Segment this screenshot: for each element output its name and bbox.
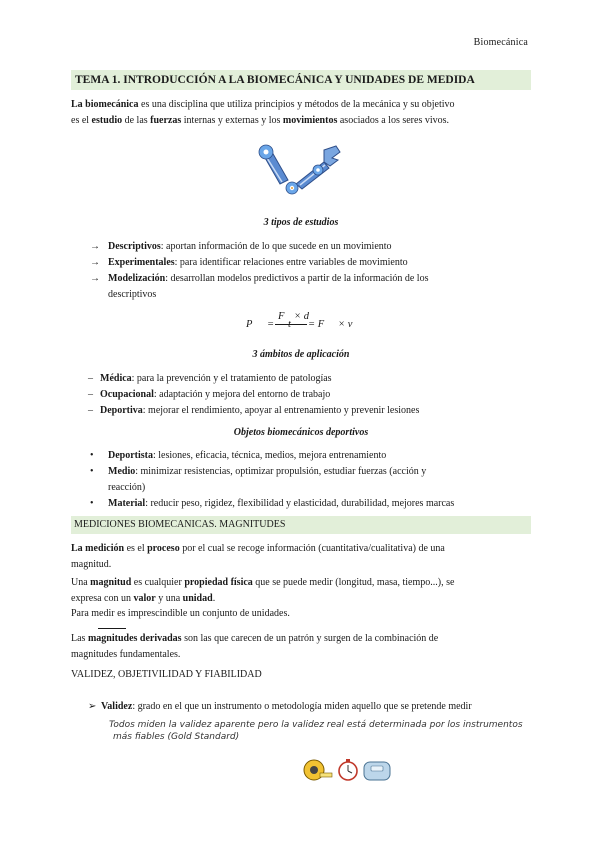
fraction-bar [275,324,307,325]
list-item: → Modelización: desarrollan modelos predictivos a partir de la información de los [90,273,429,284]
measurement-instruments-illustration [302,756,394,784]
robotic-arm-illustration [252,138,348,200]
ambitos-heading: 3 ámbitos de aplicación [252,349,350,360]
stopwatch-icon [339,759,357,780]
list-item: → Experimentales: para identificar relaciones entre variables de movimiento [90,257,408,268]
objetos-list [90,448,540,512]
list-item-continuation: reacción) [108,482,146,493]
divider [98,628,126,629]
validez-heading: VALIDEZ, OBJETIVILIDAD Y FIABILIDAD [71,669,262,680]
list-item: → Descriptivos: aportan información de lo que sucede en un movimiento [90,241,392,252]
estudios-list [90,239,540,303]
objetos-heading: Objetos biomecánicos deportivos [233,427,369,438]
list-item-continuation: descriptivos [108,289,157,300]
list-item: • Material: reducir peso, rigidez, flexibilidad y elasticidad, durabilidad, mejores marcas [90,498,455,509]
ambitos-list [88,371,538,419]
validez-note: Todos miden la validez aparente pero la validez real está determinada por los instrumentos más fiables (Gold Standard) [109,720,523,742]
tape-measure-icon [304,760,332,780]
running-header: Biomecánica [473,37,528,48]
term-biomecanica: La biomecánica [71,99,139,110]
list-item: – Deportiva: mejorar el rendimiento, apoyar al entrenamiento y prevenir lesiones [88,405,420,416]
magnitudes-derivadas: Las magnitudes derivadas son las que carecen de un patrón y surgen de la combinación de magnitudes fundamentales. [71,633,439,660]
mediciones-body: La medición es el proceso por el cual se recoge información (cuantitativa/cualitativa) de una magnitud. Una magnitud es cualquier propiedad física que se puede medir (longitud, masa, tiempo...), se expresa con un valor y una unidad. Para medir es imprescindible un conjunto de unidades. [71,543,455,619]
list-item: – Ocupacional: adaptación y mejora del entorno de trabajo [88,389,331,400]
mediciones-heading: MEDICIONES BIOMECANICAS. MAGNITUDES [71,516,531,534]
page-title: TEMA 1. INTRODUCCIÓN A LA BIOMECÁNICA Y UNIDADES DE MEDIDA [71,70,531,90]
intro-paragraph: La biomecánica es una disciplina que utiliza principios y métodos de la mecánica y su objetivo es el estudio de las fuerzas internas y externas y los movimientos asociados a los seres vivos. [71,99,455,126]
scale-icon [364,762,390,780]
list-item: – Médica: para la prevención y el tratamiento de patologías [88,373,332,384]
list-item: • Deportista: lesiones, eficacia, técnica, medios, mejora entrenamiento [90,450,387,461]
estudios-heading: 3 tipos de estudios [263,217,339,228]
list-item: • Medio: minimizar resistencias, optimizar propulsión, estudiar fuerzas (acción y [90,466,427,477]
power-formula: P = F × d t = F × v [246,311,353,330]
validez-item: ➢ Validez: grado en el que un instrumento o metodología miden aquello que se pretende medir [88,701,472,712]
